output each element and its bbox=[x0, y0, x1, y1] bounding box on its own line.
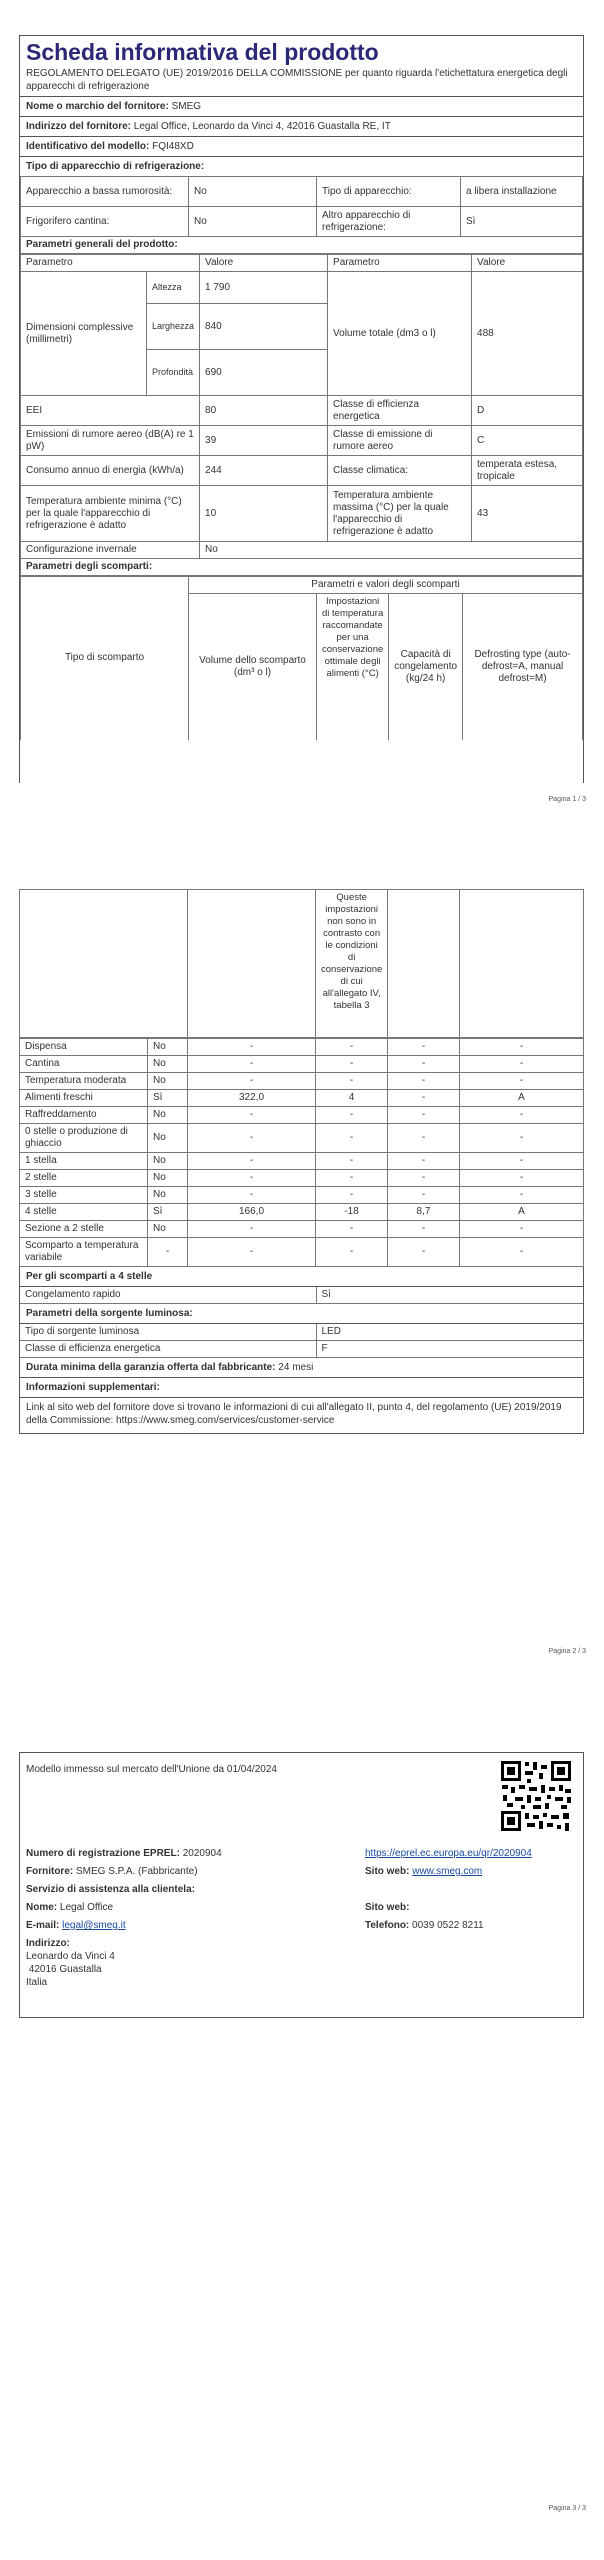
fast-freeze-label: Congelamento rapido bbox=[20, 1287, 316, 1304]
contact-name-label: Nome: bbox=[26, 1902, 58, 1913]
compartment-cell-cap: - bbox=[388, 1107, 460, 1124]
col-defrost-header: Defrosting type (auto-defrost=A, manual defrost=M) bbox=[463, 594, 583, 740]
eprel-value: 2020904 bbox=[182, 1848, 222, 1859]
compartment-cell-temp: -18 bbox=[316, 1204, 388, 1221]
compartments-table bbox=[19, 1038, 584, 1267]
extra-info-label: Informazioni supplementari: bbox=[20, 1378, 583, 1398]
climate-label: Classe climatica: bbox=[328, 456, 472, 486]
tmax-value: 43 bbox=[472, 486, 583, 542]
compartment-cell-temp: - bbox=[316, 1056, 388, 1073]
col-capacity-cont bbox=[388, 890, 460, 1038]
compartment-cell-cap: - bbox=[388, 1187, 460, 1204]
email-label: E-mail: bbox=[26, 1920, 60, 1931]
compartment-cell-volume: 166,0 bbox=[188, 1204, 316, 1221]
col-defrost-cont bbox=[460, 890, 584, 1038]
supplier-address-label: Indirizzo del fornitore: bbox=[26, 121, 131, 132]
fast-freeze-value: Sì bbox=[316, 1287, 583, 1304]
page-number-3: Pagina 3 / 3 bbox=[548, 2505, 586, 2512]
compartment-row bbox=[20, 1056, 584, 1073]
email-row bbox=[26, 1919, 126, 1932]
col-capacity-header: Capacità di congelamento (kg/24 h) bbox=[389, 594, 463, 740]
compartment-cell-cap: - bbox=[388, 1153, 460, 1170]
page-3-sheet bbox=[19, 1752, 584, 2018]
compartment-cell-name: 1 stella bbox=[20, 1153, 148, 1170]
compartment-row bbox=[20, 1170, 584, 1187]
volume-label: Volume totale (dm3 o l) bbox=[328, 272, 472, 396]
compartment-row bbox=[20, 1153, 584, 1170]
address-line-2: 42016 Guastalla bbox=[26, 1964, 102, 1975]
compartment-cell-name: 3 stelle bbox=[20, 1187, 148, 1204]
header-param-2: Parametro bbox=[328, 255, 472, 272]
compartment-cell-name: 2 stelle bbox=[20, 1170, 148, 1187]
contact-website-label: Sito web: bbox=[365, 1902, 410, 1913]
compartment-cell-defrost: - bbox=[460, 1238, 584, 1267]
compartment-cell-volume: - bbox=[188, 1153, 316, 1170]
col-volume-cont bbox=[188, 890, 316, 1038]
compartment-cell-name: Cantina bbox=[20, 1056, 148, 1073]
col-type-cont bbox=[20, 890, 188, 1038]
wine-value: No bbox=[189, 207, 317, 237]
compartment-cell-defrost: - bbox=[460, 1107, 584, 1124]
compartment-cell-present: No bbox=[148, 1039, 188, 1056]
compartment-cell-volume: - bbox=[188, 1056, 316, 1073]
compartment-cell-cap: - bbox=[388, 1221, 460, 1238]
regulation-subtitle: REGOLAMENTO DELEGATO (UE) 2019/2016 DELLA COMMISSIONE per quanto riguarda l'etichettatura energetica degli apparecchi di refrigerazione bbox=[20, 67, 583, 97]
light-type-label: Tipo di sorgente luminosa bbox=[20, 1324, 316, 1341]
email-link[interactable]: legal@smeg.it bbox=[62, 1920, 126, 1931]
compartment-cell-temp: - bbox=[316, 1124, 388, 1153]
dimensions-label: Dimensioni complessive (millimetri) bbox=[21, 272, 147, 396]
contact-name-value: Legal Office bbox=[59, 1902, 114, 1913]
contact-website-row bbox=[365, 1901, 409, 1914]
page-number-1: Pagina 1 / 3 bbox=[548, 796, 586, 803]
compartments-section: Parametri degli scomparti: bbox=[21, 559, 583, 576]
tmin-value: 10 bbox=[200, 486, 328, 542]
compartment-row bbox=[20, 1187, 584, 1204]
compartment-cell-defrost: - bbox=[460, 1153, 584, 1170]
compartment-cell-name: Dispensa bbox=[20, 1039, 148, 1056]
compartment-cell-temp: - bbox=[316, 1107, 388, 1124]
noise-class-label: Classe di emissione di rumore aereo bbox=[328, 426, 472, 456]
consumption-value: 244 bbox=[200, 456, 328, 486]
warranty-row bbox=[20, 1358, 583, 1378]
model-label: Identificativo del modello: bbox=[26, 141, 150, 152]
compartment-cell-defrost: - bbox=[460, 1187, 584, 1204]
compartment-cell-present: Sì bbox=[148, 1204, 188, 1221]
page-2-sheet bbox=[19, 889, 584, 1434]
compartment-cell-present: No bbox=[148, 1056, 188, 1073]
compartment-cell-temp: - bbox=[316, 1153, 388, 1170]
compartment-cell-present: Sì bbox=[148, 1090, 188, 1107]
compartment-cell-cap: - bbox=[388, 1039, 460, 1056]
compartment-row bbox=[20, 1221, 584, 1238]
compartment-cell-present: No bbox=[148, 1073, 188, 1090]
compartment-cell-cap: 8,7 bbox=[388, 1204, 460, 1221]
compartment-cell-volume: - bbox=[188, 1124, 316, 1153]
compartment-cell-volume: - bbox=[188, 1238, 316, 1267]
eprel-label: Numero di registrazione EPREL: bbox=[26, 1848, 180, 1859]
tmin-label: Temperatura ambiente minima (°C) per la quale l'apparecchio di refrigerazione è adatto bbox=[21, 486, 200, 542]
compartment-cell-volume: - bbox=[188, 1107, 316, 1124]
compartment-row bbox=[20, 1039, 584, 1056]
market-date: Modello immesso sul mercato dell'Unione da 01/04/2024 bbox=[26, 1764, 277, 1775]
energy-class-label: Classe di efficienza energetica bbox=[328, 396, 472, 426]
width-value: 840 bbox=[200, 304, 328, 350]
depth-label: Profondità bbox=[147, 350, 200, 396]
depth-value: 690 bbox=[200, 350, 328, 396]
compartment-cell-defrost: A bbox=[460, 1204, 584, 1221]
compartment-cell-name: Sezione a 2 stelle bbox=[20, 1221, 148, 1238]
fast-freeze-table bbox=[20, 1287, 583, 1304]
compartment-cell-name: Alimenti freschi bbox=[20, 1090, 148, 1107]
other-value: Sì bbox=[461, 207, 583, 237]
address-label: Indirizzo: bbox=[26, 1938, 70, 1949]
compartment-cell-defrost: - bbox=[460, 1056, 584, 1073]
winter-label: Configurazione invernale bbox=[21, 542, 200, 559]
compartment-cell-cap: - bbox=[388, 1238, 460, 1267]
eprel-row bbox=[26, 1847, 222, 1860]
compartment-row bbox=[20, 1238, 584, 1267]
type-label: Tipo di apparecchio: bbox=[317, 177, 461, 207]
address-line-1: Leonardo da Vinci 4 bbox=[26, 1951, 115, 1962]
contact-name-row bbox=[26, 1901, 113, 1914]
compartment-cell-present: No bbox=[148, 1187, 188, 1204]
phone-row bbox=[365, 1919, 484, 1932]
low-noise-label: Apparecchio a bassa rumorosità: bbox=[21, 177, 189, 207]
compartment-cell-volume: - bbox=[188, 1221, 316, 1238]
height-label: Altezza bbox=[147, 272, 200, 304]
eei-value: 80 bbox=[200, 396, 328, 426]
compartment-cell-present: No bbox=[148, 1107, 188, 1124]
width-label: Larghezza bbox=[147, 304, 200, 350]
customer-service-label bbox=[26, 1883, 195, 1896]
compartment-cell-volume: - bbox=[188, 1187, 316, 1204]
supplier-address-row bbox=[20, 117, 583, 137]
compartment-cell-temp: - bbox=[316, 1073, 388, 1090]
col-temp-header-part1: Impostazioni di temperatura raccomandate per una conservazione ottimale degli alimenti (°C) bbox=[317, 594, 389, 740]
general-params-table bbox=[20, 254, 583, 576]
compartments-header-table bbox=[20, 576, 583, 740]
compartment-cell-temp: - bbox=[316, 1187, 388, 1204]
compartment-cell-volume: - bbox=[188, 1170, 316, 1187]
eei-label: EEI bbox=[21, 396, 200, 426]
customer-service-title: Servizio di assistenza alla clientela: bbox=[26, 1884, 195, 1895]
compartment-cell-present: No bbox=[148, 1221, 188, 1238]
header-param-1: Parametro bbox=[21, 255, 200, 272]
noise-value: 39 bbox=[200, 426, 328, 456]
noise-class-value: C bbox=[472, 426, 583, 456]
compartment-cell-temp: - bbox=[316, 1039, 388, 1056]
volume-value: 488 bbox=[472, 272, 583, 396]
warranty-label: Durata minima della garanzia offerta dal fabbricante: bbox=[26, 1362, 276, 1373]
group-header: Parametri e valori degli scomparti bbox=[189, 577, 583, 594]
compartment-cell-defrost: - bbox=[460, 1039, 584, 1056]
compartment-cell-cap: - bbox=[388, 1073, 460, 1090]
light-class-label: Classe di efficienza energetica bbox=[20, 1341, 316, 1358]
winter-value: No bbox=[200, 542, 583, 559]
compartment-cell-present: No bbox=[148, 1170, 188, 1187]
supplier-name-label: Nome o marchio del fornitore: bbox=[26, 101, 169, 112]
compartment-cell-name: Scomparto a temperatura variabile bbox=[20, 1238, 148, 1267]
noise-label: Emissioni di rumore aereo (dB(A) re 1 pW) bbox=[21, 426, 200, 456]
compartment-cell-temp: - bbox=[316, 1221, 388, 1238]
compartments-header-continued bbox=[19, 889, 584, 1038]
page-1-sheet bbox=[19, 35, 584, 783]
model-row bbox=[20, 137, 583, 157]
low-noise-value: No bbox=[189, 177, 317, 207]
other-label: Altro apparecchio di refrigerazione: bbox=[317, 207, 461, 237]
supplier-name-row bbox=[20, 97, 583, 117]
col-temp-header-part2: Queste impostazioni non sono in contrasto con le condizioni di conservazione di cui all'allegato IV, tabella 3 bbox=[316, 890, 388, 1038]
compartment-cell-defrost: - bbox=[460, 1170, 584, 1187]
compartment-cell-volume: 322,0 bbox=[188, 1090, 316, 1107]
page-2-footer-block bbox=[19, 1267, 584, 1434]
compartment-cell-defrost: A bbox=[460, 1090, 584, 1107]
phone-label: Telefono: bbox=[365, 1920, 410, 1931]
address-line-3: Italia bbox=[26, 1977, 48, 1988]
type-value: a libera installazione bbox=[461, 177, 583, 207]
compartment-cell-temp: 4 bbox=[316, 1090, 388, 1107]
page-number-2: Pagina 2 / 3 bbox=[548, 1648, 586, 1655]
warranty-value: 24 mesi bbox=[278, 1362, 314, 1373]
tmax-label: Temperatura ambiente massima (°C) per la quale l'apparecchio di refrigerazione è adatto bbox=[328, 486, 472, 542]
height-value: 1 790 bbox=[200, 272, 328, 304]
compartment-row bbox=[20, 1124, 584, 1153]
phone-value: 0039 0522 8211 bbox=[412, 1920, 484, 1931]
compartment-cell-cap: - bbox=[388, 1090, 460, 1107]
compartment-row bbox=[20, 1107, 584, 1124]
compartment-cell-name: 0 stelle o produzione di ghiaccio bbox=[20, 1124, 148, 1153]
qr-code-icon bbox=[499, 1759, 573, 1833]
compartment-cell-volume: - bbox=[188, 1073, 316, 1090]
website-label: Sito web: bbox=[365, 1866, 410, 1877]
general-section: Parametri generali del prodotto: bbox=[21, 237, 583, 254]
address-block bbox=[26, 1937, 115, 1989]
wine-label: Frigorifero cantina: bbox=[21, 207, 189, 237]
col-type-header: Tipo di scomparto bbox=[21, 577, 189, 740]
compartment-row bbox=[20, 1090, 584, 1107]
model-value: FQI48XD bbox=[152, 141, 194, 152]
supplier-address-value: Legal Office, Leonardo da Vinci 4, 42016 Guastalla RE, IT bbox=[133, 121, 391, 132]
compartment-cell-temp: - bbox=[316, 1170, 388, 1187]
compartment-cell-cap: - bbox=[388, 1124, 460, 1153]
compartment-cell-present: - bbox=[148, 1238, 188, 1267]
extra-info-text: Link al sito web del fornitore dove si trovano le informazioni di cui all'allegato II, punto 4, del regolamento (UE) 2019/2019 della Commissione: https://www.smeg.com/services/customer-service bbox=[26, 1402, 562, 1426]
light-class-value: F bbox=[316, 1341, 583, 1358]
compartment-cell-defrost: - bbox=[460, 1073, 584, 1090]
header-value-1: Valore bbox=[200, 255, 328, 272]
compartment-cell-cap: - bbox=[388, 1170, 460, 1187]
light-section: Parametri della sorgente luminosa: bbox=[20, 1304, 583, 1324]
compartment-cell-present: No bbox=[148, 1124, 188, 1153]
compartment-cell-temp: - bbox=[316, 1238, 388, 1267]
compartment-cell-defrost: - bbox=[460, 1124, 584, 1153]
appliance-type-section: Tipo di apparecchio di refrigerazione: bbox=[26, 161, 205, 172]
energy-class-value: D bbox=[472, 396, 583, 426]
supplier-label: Fornitore: bbox=[26, 1866, 74, 1877]
supplier-value: SMEG S.P.A. (Fabbricante) bbox=[76, 1866, 198, 1877]
website-row bbox=[365, 1865, 482, 1878]
compartment-cell-volume: - bbox=[188, 1039, 316, 1056]
supplier-name-value: SMEG bbox=[171, 101, 202, 112]
compartment-cell-name: Raffreddamento bbox=[20, 1107, 148, 1124]
compartment-cell-name: 4 stelle bbox=[20, 1204, 148, 1221]
eprel-link[interactable]: https://eprel.ec.europa.eu/qr/2020904 bbox=[365, 1848, 532, 1859]
compartment-cell-present: No bbox=[148, 1153, 188, 1170]
compartment-cell-cap: - bbox=[388, 1056, 460, 1073]
consumption-label: Consumo annuo di energia (kWh/a) bbox=[21, 456, 200, 486]
climate-value: temperata estesa, tropicale bbox=[472, 456, 583, 486]
supplier-row bbox=[26, 1865, 198, 1878]
website-link[interactable]: www.smeg.com bbox=[412, 1866, 483, 1877]
col-volume-header: Volume dello scomparto (dm³ o l) bbox=[189, 594, 317, 740]
four-star-section: Per gli scomparti a 4 stelle bbox=[20, 1267, 583, 1287]
compartment-cell-defrost: - bbox=[460, 1221, 584, 1238]
compartment-row bbox=[20, 1073, 584, 1090]
header-value-2: Valore bbox=[472, 255, 583, 272]
light-type-value: LED bbox=[316, 1324, 583, 1341]
compartment-row bbox=[20, 1204, 584, 1221]
appliance-type-table bbox=[20, 176, 583, 254]
page-title: Scheda informativa del prodotto bbox=[26, 39, 379, 65]
light-table bbox=[20, 1324, 583, 1358]
compartment-cell-name: Temperatura moderata bbox=[20, 1073, 148, 1090]
